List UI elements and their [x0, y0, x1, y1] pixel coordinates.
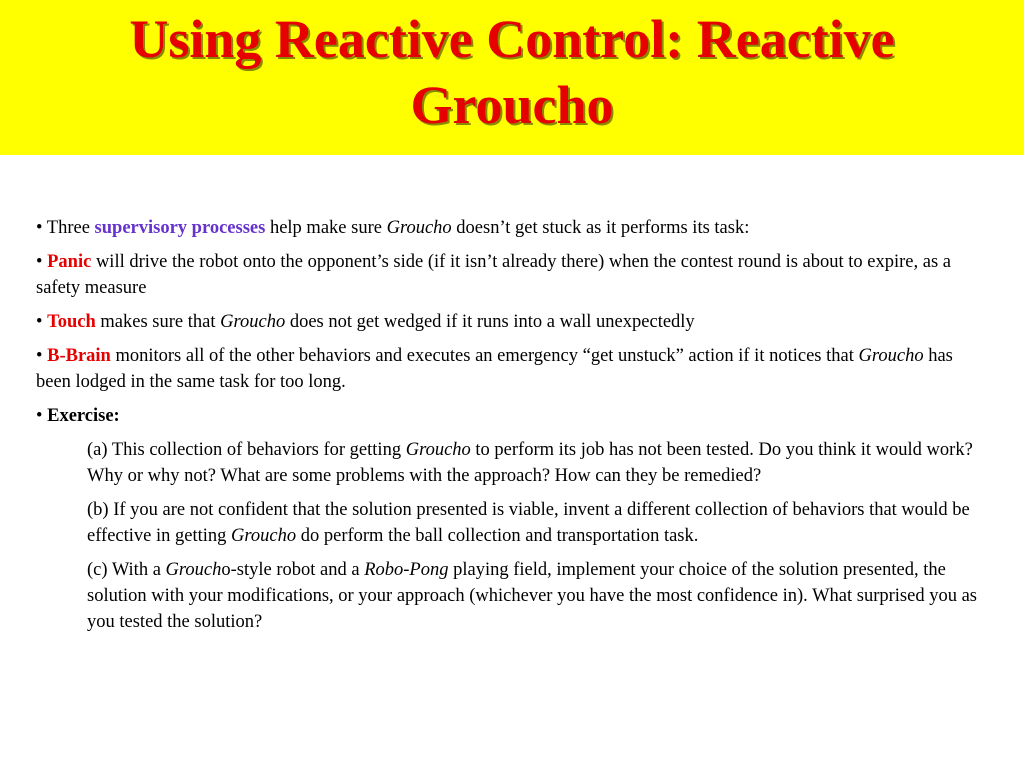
- exercise-b-post: do perform the ball collection and transportation task.: [296, 526, 699, 546]
- slide-title-line1: Using Reactive Control: Reactive: [129, 9, 895, 69]
- exercise-a-groucho: Groucho: [405, 440, 471, 460]
- exercise-c-pre: (c) With a: [87, 560, 166, 580]
- bullet-touch: [36, 309, 986, 335]
- exercise-item-c: [36, 557, 986, 635]
- bullet-marker: •: [36, 218, 43, 238]
- exercise-c-post: playing field, implement your choice of the solution presented, the solution with your modifications, or your approach (whichever you have the most confidence in). What surprised you as you tested the solution?: [87, 560, 978, 632]
- intro-text-c: doesn’t get stuck as it performs its task:: [451, 218, 750, 238]
- slide-body: [36, 215, 986, 643]
- intro-groucho: Groucho: [386, 218, 452, 238]
- bullet-exercise: [36, 403, 986, 429]
- bullet-marker: •: [36, 406, 43, 426]
- exercise-b-groucho: Groucho: [231, 526, 297, 546]
- exercise-a-pre: (a) This collection of behaviors for getting: [87, 440, 406, 460]
- touch-text-b: does not get wedged if it runs into a wall unexpectedly: [285, 312, 695, 332]
- slide-title: [0, 6, 1024, 138]
- exercise-b-pre: (b) If you are not confident that the solution presented is viable, invent a different collection of behaviors that would be effective in getting: [87, 500, 970, 546]
- panic-text: will drive the robot onto the opponent’s side (if it isn’t already there) when the contest round is about to expire, as a safety measure: [36, 252, 952, 298]
- intro-text-a: Three: [42, 218, 95, 238]
- bbrain-text-b: has been lodged in the same task for too long.: [36, 346, 953, 392]
- keyword-panic: Panic: [47, 252, 92, 272]
- exercise-c-robo-pong: Robo-Pong: [364, 560, 449, 580]
- bbrain-groucho: Groucho: [858, 346, 924, 366]
- exercise-item-a: [36, 437, 986, 489]
- intro-text-b: help make sure: [265, 218, 387, 238]
- bullet-panic: [36, 249, 986, 301]
- keyword-supervisory-processes: supervisory processes: [94, 218, 266, 238]
- bbrain-text-a: monitors all of the other behaviors and executes an emergency “get unstuck” action if it notices that: [110, 346, 859, 366]
- keyword-touch: Touch: [47, 312, 96, 332]
- title-band: [0, 0, 1024, 155]
- exercise-c-grouch: Grouch: [165, 560, 222, 580]
- exercise-item-b: [36, 497, 986, 549]
- touch-groucho: Groucho: [220, 312, 286, 332]
- exercise-a-post: to perform its job has not been tested. Do you think it would work? Why or why not? What are some problems with the approach? How can they be remedied?: [87, 440, 973, 486]
- bullet-marker: •: [36, 346, 43, 366]
- bullet-intro: [36, 215, 986, 241]
- bullet-marker: •: [36, 252, 43, 272]
- keyword-exercise: Exercise:: [47, 406, 120, 426]
- exercise-c-mid: o-style robot and a: [221, 560, 365, 580]
- bullet-bbrain: [36, 343, 986, 395]
- bullet-marker: •: [36, 312, 43, 332]
- touch-text-a: makes sure that: [95, 312, 221, 332]
- slide-title-line2: Groucho: [410, 75, 614, 135]
- keyword-b-brain: B-Brain: [47, 346, 111, 366]
